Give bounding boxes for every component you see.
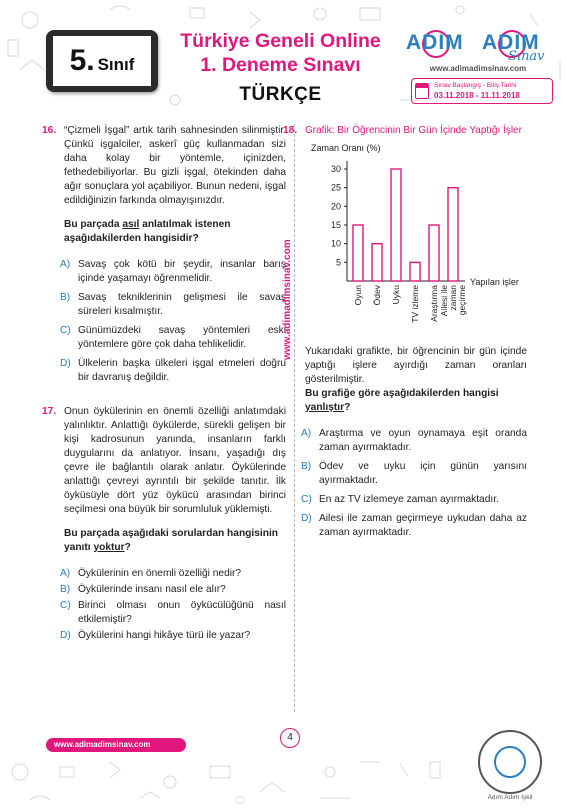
stem-text: Bu grafiğe göre aşağıdakilerden hangisi: [305, 388, 499, 399]
category-label: TV izleme: [410, 285, 420, 323]
footer-website: www.adimadimsinav.com: [46, 738, 186, 752]
option-text: Savaş tekniklerinin gelişmesi ile savaş süreleri kısalmıştır.: [78, 292, 286, 317]
chart-bar: [391, 169, 401, 281]
chart-bar: [372, 244, 382, 281]
option-text: Birinci olması onun öykücülüğünü nasıl etkilemiştir?: [78, 600, 286, 625]
exam-date-label: Sınav Başlangıç - Bitiş Tarihi: [434, 82, 517, 89]
question-number: 17.: [42, 406, 57, 417]
question-stem: [305, 387, 527, 415]
option-text: Savaş çok kötü bir şeydir, insanlar barış içinde yaşamayı öğrenmelidir.: [78, 259, 286, 284]
answer-options: [60, 258, 286, 385]
stem-text: anlatılmak istenen aşağıdakilerden hangisidir?: [64, 219, 231, 244]
chart-bar: [410, 262, 420, 281]
exam-title-line2: 1. Deneme Sınavı: [200, 54, 361, 76]
y-tick-label: 10: [330, 238, 341, 249]
adim-adim-logo: [402, 28, 552, 64]
option-b[interactable]: [301, 460, 527, 488]
option-text: Öykülerini hangi hikâye türü ile yazar?: [78, 630, 251, 641]
footer-badge-label: Adım Adım İşkil: [487, 794, 533, 801]
badge-emblem-icon: [494, 746, 526, 778]
question-16: [42, 124, 286, 385]
y-tick-label: 5: [335, 257, 341, 268]
question-stem: [64, 218, 286, 246]
option-a[interactable]: [301, 427, 527, 455]
chart-bar: [429, 225, 439, 281]
option-letter: A): [60, 568, 71, 579]
option-letter: C): [60, 325, 71, 336]
logo-word-2: ADIM: [482, 31, 540, 54]
footer-badge: [478, 730, 542, 794]
exam-title-line1: Türkiye Geneli Online: [180, 30, 381, 52]
option-a[interactable]: [60, 258, 286, 286]
vertical-website: www.adimadimsinav.com: [282, 239, 293, 360]
option-text: Öykülerinin en önemli özelliği nedir?: [78, 568, 242, 579]
option-c[interactable]: [301, 493, 527, 507]
category-label: Ailesi ile: [439, 285, 449, 317]
option-text: Öykülerinde insanı nasıl ele alır?: [78, 584, 226, 595]
page-footer: [0, 722, 567, 808]
calendar-icon: [415, 83, 429, 99]
grade-number: 5.: [69, 44, 95, 77]
question-stem: [64, 527, 286, 555]
chart-bar: [448, 188, 458, 281]
page-header: [0, 0, 567, 118]
stem-underlined-word: yoktur: [93, 542, 125, 553]
option-letter: C): [60, 600, 71, 611]
option-letter: A): [60, 259, 71, 270]
category-label: zaman: [448, 285, 458, 311]
y-axis-label: Zaman Oranı (%): [311, 143, 381, 153]
category-label: Araştırma: [429, 285, 439, 322]
question-passage: “Çizmeli İşgal” artık tarih sahnesinden silinmiştir. Çünkü işgalciler, askerî güç kullanmadan sizi daha kolay bir yöntemle, içinizden, fethedebiliyorlar. Bu gizli işgal, ötekinden daha ağır sonuçlara yol açabiliyor. Bunun nedeni, işgal edildiğinizin farkında olmayışınızdır.: [64, 125, 286, 206]
bar-chart: [305, 139, 527, 329]
stem-underlined-word: yanlıştır: [305, 402, 345, 413]
page-number: 4: [280, 728, 300, 748]
option-d[interactable]: [60, 629, 286, 643]
logo-subtitle: Sınav: [508, 49, 545, 64]
category-label: geçirme: [457, 285, 467, 316]
left-column: [42, 124, 286, 645]
grade-tablet-screen: [53, 36, 151, 86]
stem-text: ?: [124, 542, 131, 553]
option-letter: B): [60, 292, 71, 303]
answer-options: [60, 567, 286, 643]
grade-tablet: [46, 30, 158, 92]
question-passage: Onun öykülerinin en önemli özelliği anlatımdaki yalınlıktır. Anlattığı öykülerde, sürekli gelişen bir kişi kadrosunun yanında, insanların farklı duygularını da anlatıyor. İnsanı, yaşadığı dış çevre ile bağlantılı olarak anlatır. Öykülerinde anlattığı çevreyi ayrıntılı bir şekilde tanıtır. İlk öyküsüyle dört yüz öykücü arasından birinci seçilmesi ona büyük bir sorumluluk yüklemişti.: [64, 406, 286, 515]
option-d[interactable]: [60, 357, 286, 385]
stem-text: Bu parçada: [64, 219, 123, 230]
chart-bar: [353, 225, 363, 281]
option-text: Ülkelerin başka ülkeleri işgal etmeleri doğru bir davranış değildir.: [78, 358, 286, 383]
exam-date-range: 03.11.2018 - 11.11.2018: [434, 91, 520, 100]
y-tick-label: 20: [330, 201, 341, 212]
option-b[interactable]: [60, 583, 286, 597]
option-letter: A): [301, 428, 312, 439]
exam-date-box: [411, 78, 553, 104]
subject-title: TÜRKÇE: [239, 84, 322, 105]
option-a[interactable]: [60, 567, 286, 581]
option-text: En az TV izlemeye zaman ayırmaktadır.: [319, 494, 499, 505]
x-axis-label: Yapılan işler: [470, 277, 519, 287]
option-c[interactable]: [60, 324, 286, 352]
option-c[interactable]: [60, 599, 286, 627]
stem-text: Bu parçada aşağıdaki sorulardan hangisinin yanıtı: [64, 528, 278, 553]
option-text: Araştırma ve oyun oynamaya eşit oranda zaman ayırmaktadır.: [319, 428, 527, 453]
stem-text: ?: [344, 402, 351, 413]
question-number: 16.: [42, 125, 57, 136]
grade-word: Sınıf: [97, 55, 135, 74]
column-divider: [294, 124, 295, 712]
category-label: Oyun: [353, 285, 363, 306]
category-label: Uyku: [391, 285, 401, 305]
y-tick-label: 30: [330, 164, 341, 174]
category-label: Ödev: [372, 285, 382, 306]
option-letter: B): [60, 584, 71, 595]
option-letter: C): [301, 494, 312, 505]
logo-word-1: ADIM: [406, 31, 464, 54]
stem-underlined-word: asıl: [122, 219, 140, 230]
option-b[interactable]: [60, 291, 286, 319]
option-letter: B): [301, 461, 312, 472]
chart-title: Grafik: Bir Öğrencinin Bir Gün İçinde Yaptığı İşler: [305, 125, 522, 136]
y-tick-label: 25: [330, 182, 341, 193]
option-letter: D): [301, 513, 312, 524]
option-letter: D): [60, 358, 71, 369]
question-17: [42, 405, 286, 643]
y-tick-label: 15: [330, 220, 341, 230]
option-text: Ödev ve uyku için günün yarısını ayırmaktadır.: [319, 461, 527, 486]
option-text: Günümüzdeki savaş yöntemleri eski yöntemlere göre çok daha tehlikelidir.: [78, 325, 286, 350]
option-letter: D): [60, 630, 71, 641]
option-text: Ailesi ile zaman geçirmeye uykudan daha az zaman ayırmaktadır.: [319, 513, 527, 538]
question-passage: Yukarıdaki grafikte, bir öğrencinin bir gün içinde yaptığı işlere ayırdığı zaman oranları gösterilmiştir.: [305, 346, 527, 385]
question-number: 18.: [283, 125, 298, 136]
answer-options: [301, 427, 527, 540]
header-website: www.adimadimsinav.com: [429, 64, 527, 73]
option-d[interactable]: [301, 512, 527, 540]
